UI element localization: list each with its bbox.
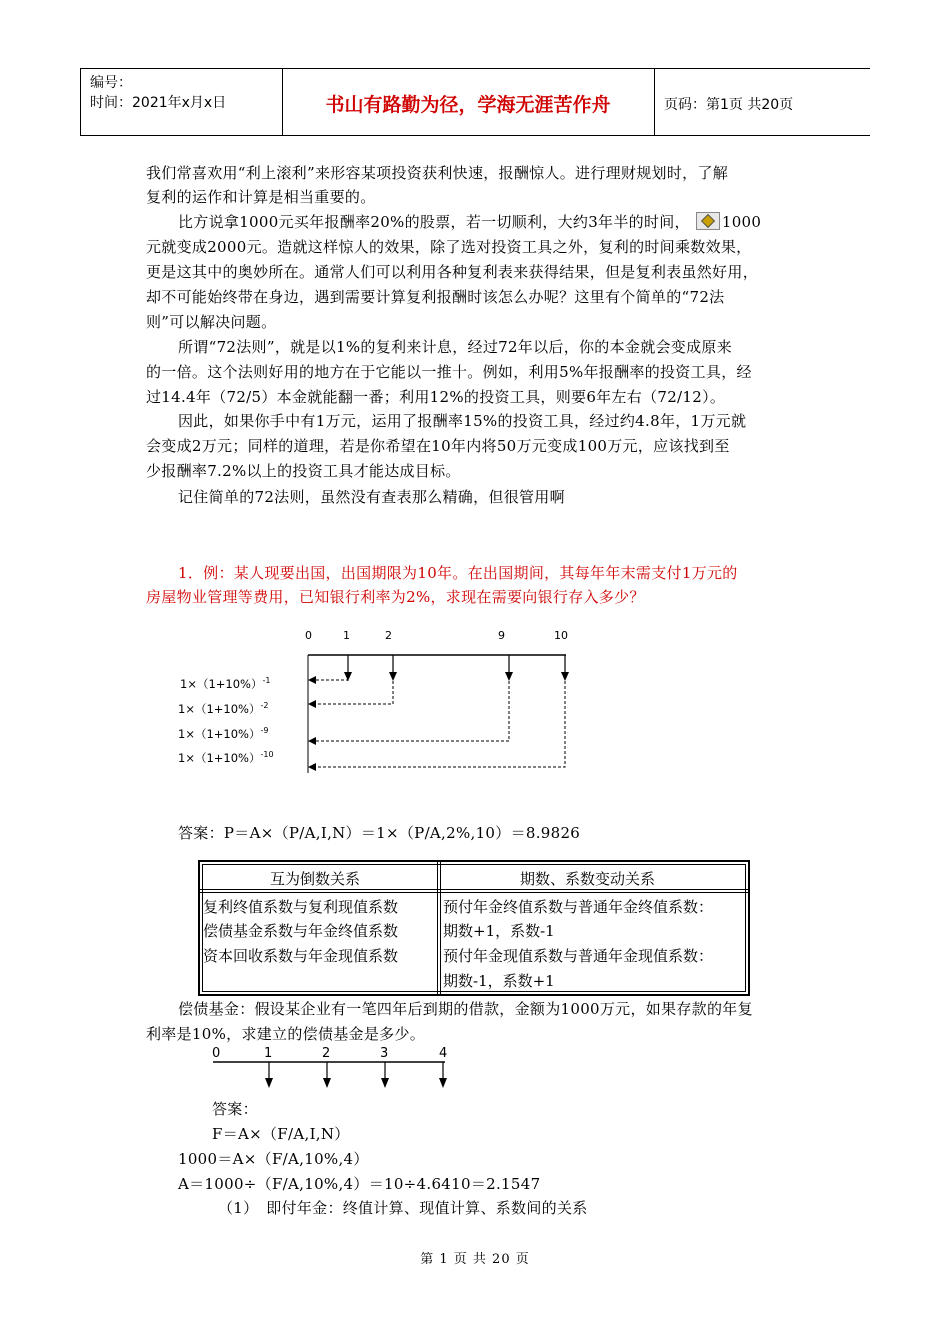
table-cell: 预付年金现值系数与普通年金现值系数： (443, 947, 714, 965)
formula-exponent: -1 (262, 676, 271, 686)
payment-arrow-head (505, 672, 513, 681)
timeline-tick-label: 1 (343, 629, 350, 642)
header-bottom-rule (80, 135, 870, 136)
paragraph-line: 更是这其中的奥妙所在。通常人们可以利用各种复利表来获得结果，但是复利表虽然好用， (146, 263, 759, 281)
formula-exponent: -9 (260, 726, 269, 736)
timeline-tick-label: 9 (498, 629, 505, 642)
timeline-diagram (290, 648, 590, 778)
example-question: 1．例：某人现要出国，出国期限为10年。在出国期间，其每年年末需支付1万元的 (178, 564, 738, 582)
answer2-formula: F＝A×（F/A,I,N） (212, 1125, 350, 1143)
timeline2-tick-label: 4 (439, 1046, 448, 1061)
paragraph-line: 记住简单的72法则，虽然没有查表那么精确，但很管用啊 (178, 488, 565, 506)
sinking-fund-text: 偿债基金：假设某企业有一笔四年后到期的借款，金额为1000万元，如果存款的年复 (178, 1000, 753, 1018)
payment-arrow-head (323, 1078, 331, 1088)
header-divider-1 (282, 68, 283, 136)
paragraph-text: 1000 (721, 213, 762, 231)
timeline2-tick-label: 2 (322, 1046, 331, 1061)
table-cell: 偿债基金系数与年金终值系数 (203, 922, 399, 940)
header-number-label: 编号： (90, 75, 132, 91)
timeline-tick-label: 2 (385, 629, 392, 642)
paragraph-line: 因此，如果你手中有1万元，运用了报酬率15%的投资工具，经过约4.8年，1万元就 (178, 412, 747, 430)
table-cell: 预付年金终值系数与普通年金终值系数： (443, 898, 714, 916)
payment-arrow-head (265, 1078, 273, 1088)
timeline2-tick-label: 3 (380, 1046, 389, 1061)
header-divider-2 (654, 68, 655, 136)
table-header: 互为倒数关系 (270, 870, 361, 888)
answer2-label: 答案： (212, 1100, 258, 1118)
discount-formula (178, 726, 268, 742)
paragraph-line: 则”可以解决问题。 (146, 313, 277, 331)
table-cell: 期数+1，系数-1 (443, 922, 555, 940)
formula-exponent: -2 (260, 701, 269, 711)
sinking-fund-text: 利率是10%，求建立的偿债基金是多少。 (146, 1025, 426, 1043)
header-time-label: 时间：2021年x月x日 (90, 95, 227, 111)
timeline-tick-label: 0 (305, 629, 312, 642)
paragraph-line: 却不可能始终带在身边，遇到需要计算复利报酬时该怎么办呢？这里有个简单的“72法 (146, 288, 725, 306)
payment-arrow-head (381, 1078, 389, 1088)
paragraph-text: 比方说拿1000元买年报酬率20%的股票，若一切顺利，大约3年半的时间， (178, 213, 690, 231)
timeline2-tick-label: 1 (264, 1046, 273, 1061)
formula-base: 1×（1+10%） (178, 751, 261, 765)
paragraph-line: 元就变成2000元。造就这样惊人的效果，除了选对投资工具之外，复利的时间乘数效果， (146, 238, 752, 256)
paragraph-line: 所谓“72法则”，就是以1%的复利来计息，经过72年以后，你的本金就会变成原来 (178, 338, 733, 356)
discount-formula (180, 676, 270, 692)
timeline-tick-label: 10 (554, 629, 568, 642)
table-cell: 资本回收系数与年金现值系数 (203, 947, 399, 965)
table-header-rule (200, 889, 748, 890)
discount-path-9 (312, 681, 509, 741)
paragraph-line: 会变成2万元；同样的道理，若是你希望在10年内将50万元变成100万元，应该找到至 (146, 437, 730, 455)
table-header: 期数、系数变动关系 (520, 870, 656, 888)
formula-base: 1×（1+10%） (180, 677, 263, 691)
discount-path-2 (312, 681, 393, 704)
answer-line: 答案：P＝A×（P/A,I,N）＝1×（P/A,2%,10）＝8.9826 (178, 824, 581, 842)
discount-path-1 (312, 680, 348, 681)
discount-path-10 (312, 681, 565, 767)
formula-base: 1×（1+10%） (178, 702, 261, 716)
payment-arrow-head (389, 672, 397, 681)
example-question: 房屋物业管理等费用，已知银行利率为2%，求现在需要向银行存入多少？ (146, 588, 645, 606)
table-column-divider (437, 862, 438, 994)
table-cell: 期数-1，系数+1 (443, 972, 555, 990)
discount-formula (178, 701, 268, 717)
header-page-code: 页码：第1页 共20页 (664, 97, 794, 113)
paragraph-line: 我们常喜欢用“利上滚利”来形容某项投资获利快速，报酬惊人。进行理财规划时，了解 (146, 164, 729, 182)
answer2-formula: 1000＝A×（F/A,10%,4） (178, 1150, 369, 1168)
answer2-formula: A＝1000÷（F/A,10%,4）＝10÷4.6410＝2.1547 (178, 1175, 541, 1193)
paragraph-line: 少报酬率7.2%以上的投资工具才能达成目标。 (146, 462, 461, 480)
formula-exponent: -10 (260, 750, 274, 760)
paragraph-line: 过14.4年（72/5）本金就能翻一番；利用12%的投资工具，则要6年左右（72/12）。 (146, 388, 726, 406)
paragraph-line (178, 211, 761, 232)
embedded-object-icon (696, 212, 720, 230)
table-column-divider (440, 862, 441, 994)
page-footer: 第 1 页 共 20 页 (420, 1252, 530, 1267)
header-divider-left (80, 68, 81, 136)
timeline2-diagram (205, 1060, 455, 1092)
payment-arrow-head (561, 672, 569, 681)
paragraph-line: 复利的运作和计算是相当重要的。 (146, 188, 376, 206)
annuity-heading: （1） 即付年金：终值计算、现值计算、系数间的关系 (218, 1199, 588, 1217)
timeline2-tick-label: 0 (212, 1046, 221, 1061)
header-top-rule (80, 68, 870, 69)
payment-arrow-head (439, 1078, 447, 1088)
discount-formula (178, 750, 274, 766)
table-header-rule (200, 892, 748, 893)
table-cell: 复利终值系数与复利现值系数 (203, 898, 399, 916)
formula-base: 1×（1+10%） (178, 727, 261, 741)
header-motto: 书山有路勤为径，学海无涯苦作舟 (325, 94, 611, 116)
paragraph-line: 的一倍。这个法则好用的地方在于它能以一推十。例如，利用5%年报酬率的投资工具，经 (146, 363, 752, 381)
